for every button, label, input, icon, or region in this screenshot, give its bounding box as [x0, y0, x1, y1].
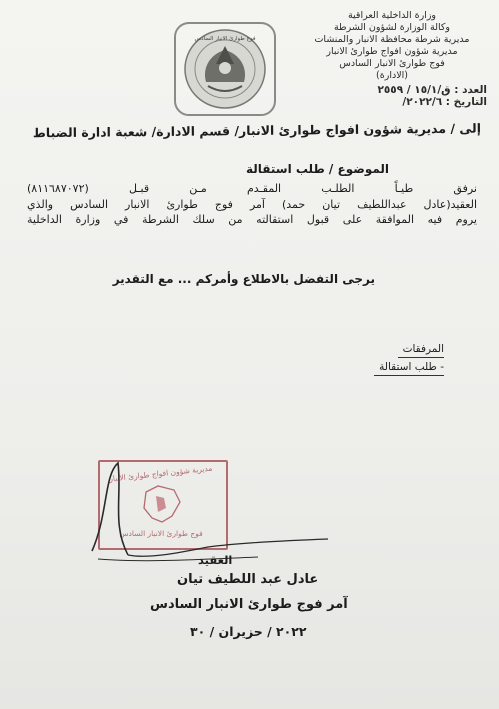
addressee-line: إلى / مديرية شؤون افواج طوارئ الانبار/ قسم الادارة/ شعبة ادارة الضباط	[32, 120, 482, 141]
police-emblem-logo	[172, 20, 278, 118]
letterhead-line: (الادارة)	[376, 70, 408, 81]
signature-date: ٢٠٢٢ / حزيران / ٣٠	[190, 624, 307, 639]
attachment-item: - طلب استقالة	[379, 361, 444, 373]
closing-line: يرجى التفضل بالاطلاع وأمركم ... مع التقدير	[112, 272, 375, 286]
signatory-rank: العقيد	[198, 553, 233, 567]
letterhead-line: مديرية شرطة محافظة الانبار والمنشات	[314, 34, 470, 45]
body-line: يروم فيه الموافقة على قبول استقالته من سلك الشرطة في وزارة الداخلية	[27, 213, 477, 226]
body-line: نرفق طيـاً الطلـب المقـدم مـن قبـل (٨١١٦٨٧٠٧٢)	[27, 182, 477, 195]
letterhead	[297, 10, 487, 108]
letterhead-line: مديرية شؤون افواج طوارئ الانبار	[326, 46, 458, 57]
letterhead-line: وزارة الداخلية العراقية	[347, 10, 437, 21]
attachments-title: المرفقات	[402, 343, 444, 355]
stamp-top-text: مديرية شؤون افواج طوارئ الانبار	[108, 463, 213, 484]
body-paragraph	[27, 181, 477, 228]
signatory-name: عادل عبد اللطيف تيان	[177, 572, 319, 587]
handwritten-signature	[88, 455, 338, 565]
document-number: العدد : ق/١٥/١ / ٢٥٥٩	[377, 84, 487, 96]
body-line: العقيد(عادل عبداللطيف تيان حمد) آمر فوج طوارئ الانبار السادس والذي	[27, 197, 477, 211]
letterhead-line: وكالة الوزارة لشؤون الشرطة	[333, 22, 451, 33]
attachment-item-underline	[374, 375, 444, 376]
attachments-title-underline	[398, 357, 444, 358]
letterhead-line: فوج طوارئ الانبار السادس	[339, 58, 445, 69]
logo-caption: فوج طوارئ الانبار السادس	[194, 36, 256, 42]
document-date: التاريخ : ٢٠٢٢/٦/	[402, 96, 487, 108]
stamp-bottom-text: فوج طوارئ الانبار السادس	[119, 529, 203, 538]
signatory-title: آمر فوج طوارئ الانبار السادس	[150, 597, 348, 612]
subject-line: الموضوع / طلب استقالة	[245, 162, 389, 176]
